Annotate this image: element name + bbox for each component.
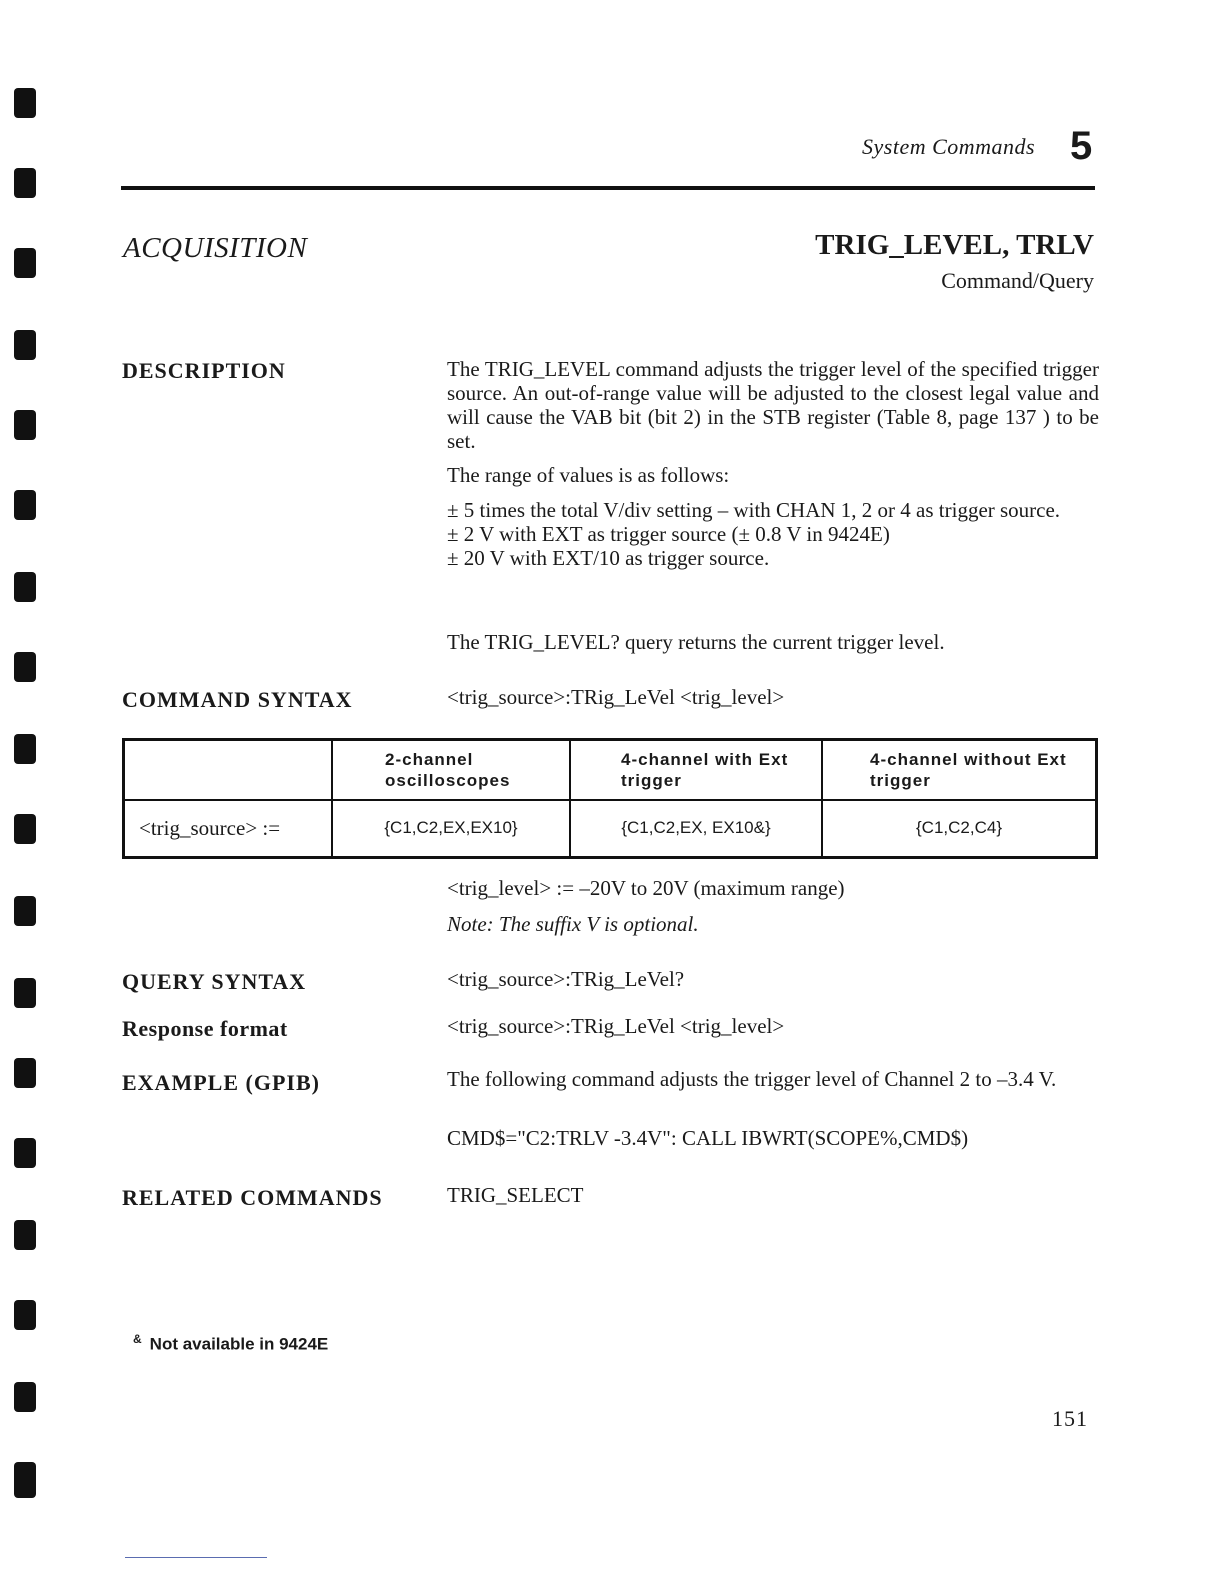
response-format-label: Response format	[122, 1016, 288, 1041]
binder-hole	[14, 88, 36, 118]
example-label: EXAMPLE (GPIB)	[122, 1070, 320, 1095]
binder-hole	[14, 248, 36, 278]
related-commands-value: TRIG_SELECT	[447, 1183, 584, 1207]
binder-hole	[14, 1462, 36, 1498]
binder-hole	[14, 978, 36, 1008]
range-item: ± 20 V with EXT/10 as trigger source.	[447, 546, 770, 570]
query-note: The TRIG_LEVEL? query returns the current trigger level.	[447, 630, 945, 654]
command-type: Command/Query	[941, 268, 1094, 293]
page-number: 151	[1052, 1406, 1088, 1431]
suffix-note: Note: The suffix V is optional.	[447, 912, 699, 936]
table-header-cell: 4-channel with Ext trigger	[570, 740, 822, 800]
example-code: CMD$="C2:TRLV -3.4V": CALL IBWRT(SCOPE%,CMD$)	[447, 1126, 969, 1150]
binder-hole	[14, 814, 36, 844]
binder-hole	[14, 410, 36, 440]
table-header-row	[124, 740, 1097, 800]
description-paragraph: The TRIG_LEVEL command adjusts the trigger level of the specified trigger source. An out-of-range value will be adjusted to the closest legal value and will cause the VAB bit (bit 2) in the STB register (Table 8, page 137 ) to be set.	[447, 357, 1099, 453]
binder-hole	[14, 896, 36, 926]
table-cell: {C1,C2,C4}	[822, 800, 1097, 858]
binder-hole	[14, 734, 36, 764]
example-text: The following command adjusts the trigger level of Channel 2 to –3.4 V.	[447, 1067, 1057, 1091]
table-header-cell: 2-channel oscilloscopes	[332, 740, 570, 800]
query-syntax-label: QUERY SYNTAX	[122, 969, 307, 994]
command-syntax-label: COMMAND SYNTAX	[122, 687, 353, 712]
description-label: DESCRIPTION	[122, 358, 286, 383]
table-row-label: <trig_source> :=	[124, 800, 333, 858]
footnote-text: Not available in 9424E	[149, 1334, 329, 1354]
trig-source-table	[122, 738, 1098, 859]
binder-hole	[14, 1220, 36, 1250]
binder-hole	[14, 330, 36, 360]
header-rule	[121, 186, 1095, 190]
binder-hole	[14, 490, 36, 520]
binder-hole	[14, 1138, 36, 1168]
section-title: System Commands	[862, 134, 1036, 159]
response-format-value: <trig_source>:TRig_LeVel <trig_level>	[447, 1014, 785, 1038]
range-item: ± 2 V with EXT as trigger source (± 0.8 V in 9424E)	[447, 522, 890, 546]
range-list	[447, 498, 1099, 570]
binder-hole	[14, 652, 36, 682]
binder-hole	[14, 1300, 36, 1330]
range-intro: The range of values is as follows:	[447, 463, 730, 487]
command-syntax-value: <trig_source>:TRig_LeVel <trig_level>	[447, 685, 785, 709]
table-header-cell: 4-channel without Ext trigger	[822, 740, 1097, 800]
table-cell: {C1,C2,EX,EX10}	[332, 800, 570, 858]
binder-hole	[14, 1058, 36, 1088]
section-number: 5	[1070, 124, 1093, 168]
related-commands-label: RELATED COMMANDS	[122, 1185, 383, 1210]
category-heading: ACQUISITION	[123, 232, 308, 264]
table-header-cell	[124, 740, 333, 800]
scan-artifact-line	[125, 1557, 267, 1558]
command-title: TRIG_LEVEL, TRLV	[815, 229, 1094, 261]
table-cell: {C1,C2,EX, EX10&}	[570, 800, 822, 858]
binder-hole	[14, 1382, 36, 1412]
binder-hole	[14, 572, 36, 602]
footnote-mark: &	[133, 1332, 142, 1346]
binder-hole	[14, 168, 36, 198]
table-row	[124, 800, 1097, 858]
footnote	[133, 1332, 328, 1355]
query-syntax-value: <trig_source>:TRig_LeVel?	[447, 967, 685, 991]
trig-level-definition: <trig_level> := –20V to 20V (maximum range)	[447, 876, 845, 900]
range-item: ± 5 times the total V/div setting – with CHAN 1, 2 or 4 as trigger source.	[447, 498, 1061, 522]
